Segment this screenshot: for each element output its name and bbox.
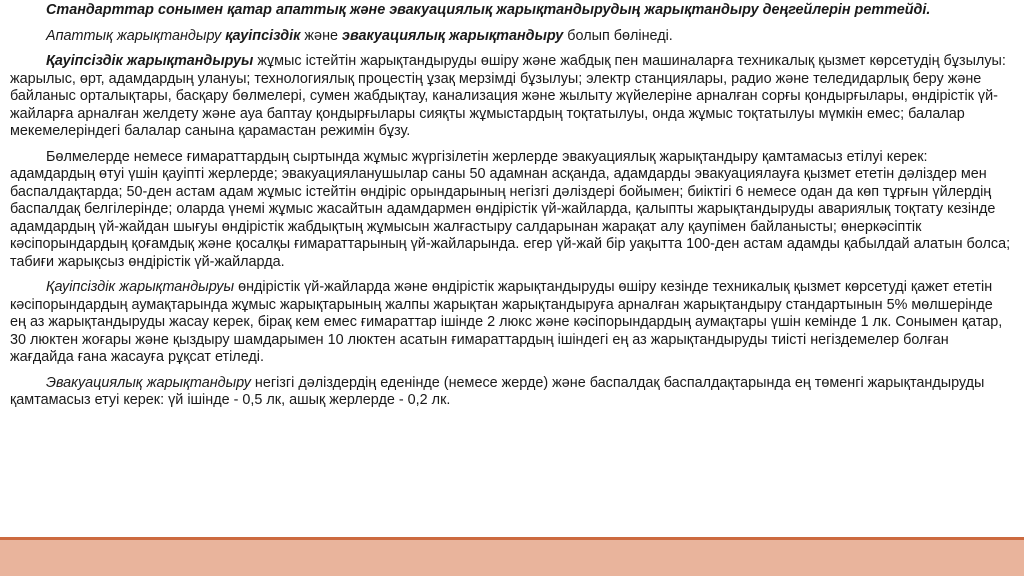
paragraph-safety-lighting-levels	[10, 279, 1012, 367]
term-safety-lighting-2: Қауіпсіздік жарықтандыруы	[46, 279, 235, 295]
term-evacuation-lighting: эвакуациялық жарықтандыру	[342, 27, 564, 44]
paragraph-safety-lighting-levels-rest: өндірістік үй-жайларда және өндірістік жарықтандыруды өшіру кезінде техникалық қызмет көрсетуді қажет ететін кәсіпорындардың аумақтарында жұмыс жарықтарының жалпы жарықтан жарықтандыруға арналған жарықтандыру стандартынын 5% мөлшерінде ең аз жарықтандыруды жасау керек, бірақ кем емес ғимараттар ішінде 2 люкс және кәсіпорындардың аумақтары үшін кемінде 1 лк. Сонымен қатар, 30 люктен жоғары және қыздыру шамдарымен 10 люктен асатын ғимараттардың ішіндегі ең аз жарықтандыруды тиісті негіздемелер болған жағдайда ғана жасауға рұқсат етіледі.	[10, 279, 1003, 365]
term-evacuation-lighting-2: Эвакуациялық жарықтандыру	[46, 374, 251, 391]
slide-heading: Стандарттар сонымен қатар апаттық және эвакуациялық жарықтандырудың жарықтандыру деңгейлерін реттейді.	[46, 2, 931, 18]
term-emergency-lighting: Апаттық жарықтандыру	[46, 27, 222, 44]
footer-accent-band	[0, 540, 1024, 576]
slide-content	[10, 2, 1012, 418]
paragraph-safety-lighting-rest: жұмыс істейтін жарықтандыруды өшіру және жабдық пен машиналарға техникалық қызмет көрсетудің бұзылуы: жарылыс, өрт, адамдардың улануы; технологиялық процестің ұзақ мерзімді бұзылуы; электр станциялары, радио және теледидарлық беру және байланыс орталықтары, басқару бөлмелері, сумен жабдықтау, канализация және жылыту жүйелеріне арналған сорғы қондырғылары, өндірістік үй-жайларға арналған желдету және ауа баптау қондырғылары сияқты жұмыстардың тоқтатылуы, онда жұмыс тоқтатылуы мүмкін емес; балалар мекемелеріндегі балалар санына қарамастан режимін бұзу.	[10, 53, 1006, 139]
paragraph-lighting-types	[10, 28, 1012, 46]
paragraph-evacuation-levels	[10, 375, 1012, 410]
paragraph-lighting-types-rest: болып бөлінеді.	[563, 27, 673, 44]
paragraph-evacuation-requirements: Бөлмелерде немесе ғимараттардың сыртында жұмыс жүргізілетін жерлерде эвакуациялық жарықтандыру қамтамасыз етілуі керек: адамдардың өтуі үшін қауіпті жерлерде; эвакуацияланушылар саны 50 адамнан асқанда, адамдарды эвакуациялауға қызмет ететін дәліздер мен баспалдақтарда; 50-ден астам адам жұмыс істейтін өндіріс орындарының негізгі дәліздері бойымен; биіктігі 6 немесе одан да көп тұрғын үйлердің баспалдақ белгілерінде; оларда үнемі жұмыс жасайтын адамдармен өндірістік үй-жайларда, қалыпты жарықтандыруды авариялық тоқтату кезінде адамдардың үй-жайдан шығуы өндірістік жабдықтың жұмысын жалғастыру салдарынан жарақат алу қаупімен байланысты; өнеркәсіптік кәсіпорындардың қоғамдық және қосалқы ғимараттарының үй-жайларында. егер үй-жай бір уақытта 100-ден астам адамды қабылдай алатын болса; табиғи жарықсыз өндірістік үй-жайларда.	[10, 148, 1011, 270]
conjunction-text: және	[300, 27, 343, 44]
term-safety-lighting: Қауіпсіздік жарықтандыруы	[46, 53, 254, 69]
paragraph-evacuation-levels-rest: негізгі дәліздердің еденінде (немесе жерде) және баспалдақ баспалдақтарында ең төменгі жарықтандыруды қамтамасыз етуі керек: үй ішінде - 0,5 лк, ашық жерлерде - 0,2 лк.	[10, 374, 985, 408]
footer-bar	[0, 537, 1024, 576]
term-safety: қауіпсіздік	[225, 27, 301, 44]
paragraph-safety-lighting	[10, 53, 1012, 141]
